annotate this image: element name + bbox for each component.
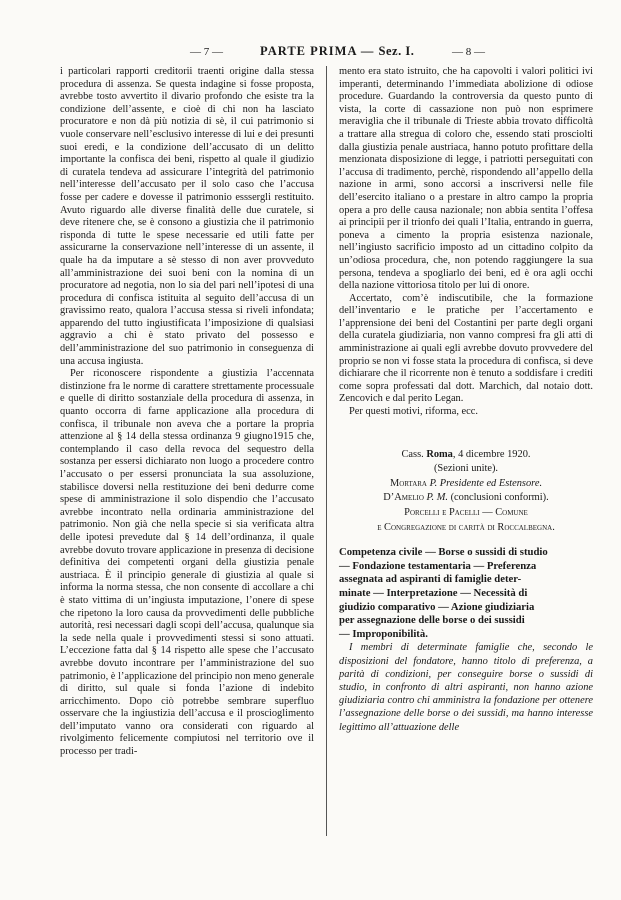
case-parties-2: e Congregazione di carità di Roccalbegna.: [377, 521, 555, 533]
massima-text: I membri di determinate famiglie che, secondo le disposizioni del fondatore, hanno titolo di preferenza, a parità di condizioni, per conseguire borse o sussidi di studio, in confronto di altri aspiranti, non hanno azione giudiziaria contro chi amministra la fondazione per ottenere l’assegnazione delle borse o dei sussidi, ma hanno interesse legittimo all’attuazione delle: [339, 642, 593, 733]
page-number-right: — 8 —: [452, 46, 485, 58]
running-title: [260, 44, 414, 59]
case-pm-line: D’Amelio P. M. (conclusioni conformi).: [383, 492, 549, 504]
right-paragraph-2: Accertato, com’è indiscutibile, che la formazione dell’inventario e le pratiche per l’accertamento e l’apprensione dei beni del Costantini per parte degli organi della curatela giudiziaria, non vanno compresi fra gli atti di amministrazione ai quali egli avrebbe dovuto provvedere del proprio se non vi fosse stata la procedura di confisca, si deve dichiarare che il ricorrente non è tenuto a soddisfare i crediti come sopra professati dal dott. Marchich, dal notaio dott. Zencovich e dal perito Legan.: [339, 292, 593, 405]
right-column: [339, 66, 593, 734]
left-paragraph-1: i particolari rapporti creditorii traenti origine dalla stessa procedura di assenza. Se questa indagine si fosse proposta, avrebbe tosto avvertito il divario profondo che esiste tra la condizione dell’assente, e cioè di chi non ha lasciato procuratore e non dà più notizia di sè, il cui patrimonio si vuole conservare nell’esclusivo interesse di lui e dei presunti suoi eredi, e la condizione dell’accusato di un delitto importante la confisca dei beni, rispetto al quale il giudizio di curatela tendeva ad assicurare l’integrità del patrimonio nell’interesse dell’accusato per il solo caso che l’accusa fosse per cadere e dovesse il patrimonio esssergli restituito. Avuto riguardo alle diverse finalità delle due curatele, si deve ritenere che, se è consono a giustizia che il patrimonio risponda di tutte le spese necessarie ed utili fatte per assicurarne la conservazione nell’interesse di un assente, il quale ha da imputare a sè stesso di non aver provveduto all’amministrazione dei suoi beni con la nomina di un procuratore ad negotia, non lo sia del pari nell’ipotesi di una procedura di confisca istituita al seguito dell’accusa di un gravissimo reato, qualora l’accusa stessa si riveli infondata; apparendo del tutto ingiustificata l’imposizione di qualsiasi aggravio a chi è stato privato del possesso e dell’amministrazione del suo patrimonio in conseguenza di una accusa ingiusta.: [60, 66, 314, 367]
left-column: [60, 66, 314, 759]
headnote-line: giudizio comparativo — Azione giudiziaria: [339, 600, 535, 613]
headnote: [339, 546, 593, 641]
headnote-line: per assegnazione delle borse o dei sussidi: [339, 614, 525, 627]
case-court-line: Cass. Roma, 4 dicembre 1920.: [401, 448, 531, 460]
headnote-line: — Improponibilità.: [339, 627, 428, 640]
headnote-line: assegnata ad aspiranti di famiglie deter-: [339, 573, 522, 586]
running-header: [60, 44, 590, 64]
page-number-left: — 7 —: [190, 46, 223, 58]
case-sections: (Sezioni unite).: [433, 463, 499, 475]
headnote-line: — Fondazione testamentaria — Preferenza: [339, 559, 537, 572]
right-paragraph-1: mento era stato istruito, che ha capovolti i valori politici ivi imperanti, determinando l’immediata abolizione di odiose procedure. Guardando la controversia da questo punto di vista, la corte di cassazione non può non esprimere meraviglia che il tribunale di Trieste abbia trovato difficoltà a trattare alla stregua di coloro che, essendo stati prosciolti dalla giustizia penale austriaca, hanno potuto profittare della menzionata disposizione di legge, i patriotti perseguitati con l’accusa di tradimento, perchè, rispondendo all’appello della nazione in armi, sono accorsi a inscriversi nelle file dell’esercito italiano o a prestare in altro campo la propria opera a pro delle causa nazionale; non abbia sentita l’offesa ai principii per il trionfo dei quali l’Italia, entrando in guerra, poneva a cimento la propria esistenza nazionale, nell’ingiusto sacrificio imposto ad un cittadino colpito da un’odiosa procedura, che, non potendo raggiungere la sua persona, tendeva a spogliarlo dei beni, ed è ora agli occhi della nazione vittoriosa titolo per lui di onore.: [339, 66, 593, 292]
left-paragraph-2: Per riconoscere rispondente a giustizia l’accennata distinzione fra le norme di carattere strettamente processuale e quelle di diritto sostanziale della procedura di assenza, in quanto occorra di farne applicazione alla procedura di confisca, il tribunale non aveva che a portare la propria attenzione al § 14 della stessa ordinanza 9 giugno1915 che, contemplando il caso della revoca del sequestro della sostanza per essersi dichiarato non luogo a procedere contro l’accusato o per essersi pronunciata la sua assoluzione, stabilisce doversi nella restituzione dei beni dedurre come spese di amministrazione il solo dispendio che l’accusato avrebbe incontrato nella ordinaria amministrazione del patrimonio. Non già che nella specie si sia verificata altra delle ipotesi prevedute dal § 14 dell’ordinanza, il quale avrebbe dovuto trovare applicazione in presenza di decisione definitiva dei competenti organi della giustizia penale austriaca. È il principio generale di giustizia al quale si informa la norma stessa, che non consente di accollare a chi è stato vittima di un’ingiusta imputazione, l’onere di spese che ripetono la loro causa da provvedimenti delle pubbliche autorità, resi necessari dagli scopi dell’accusa, qualunque sia la sede nella quale i provvedimenti stessi si sono attuati. L’eccezione fatta dal § 14 rispetto alle spese che l’accusato avrebbe dovuto incontrare per l’amministrazione del suo patrimonio, è l’applicazione del principio non meno generale di diritto, sul quale si fonda l’azione di indebito arricchimento. Dopo ciò potrebbe sembrare superfluo osservare che la ingiustizia dell’accusa e il proscioglimento dell’imputato vanno ora considerati con riguardo al rivolgimento felicemente compiutosi nel territorio ove il processo per tradi-: [60, 368, 314, 758]
running-title-section: Sez. I.: [378, 44, 415, 58]
headnote-line: minate — Interpretazione — Necessità di: [339, 586, 528, 599]
case-city: Roma: [426, 448, 453, 460]
case-parties-1: Porcelli e Pacelli — Comune: [404, 507, 528, 518]
case-heading: [339, 449, 593, 535]
case-president-line: Mortara P. Presidente ed Estensore.: [389, 477, 543, 489]
right-paragraph-3: Per questi motivi, riforma, ecc.: [349, 406, 478, 418]
running-title-main: PARTE PRIMA —: [260, 44, 379, 58]
headnote-line: Competenza civile — Borse o sussidi di studio: [339, 546, 548, 559]
column-divider: [326, 66, 327, 836]
